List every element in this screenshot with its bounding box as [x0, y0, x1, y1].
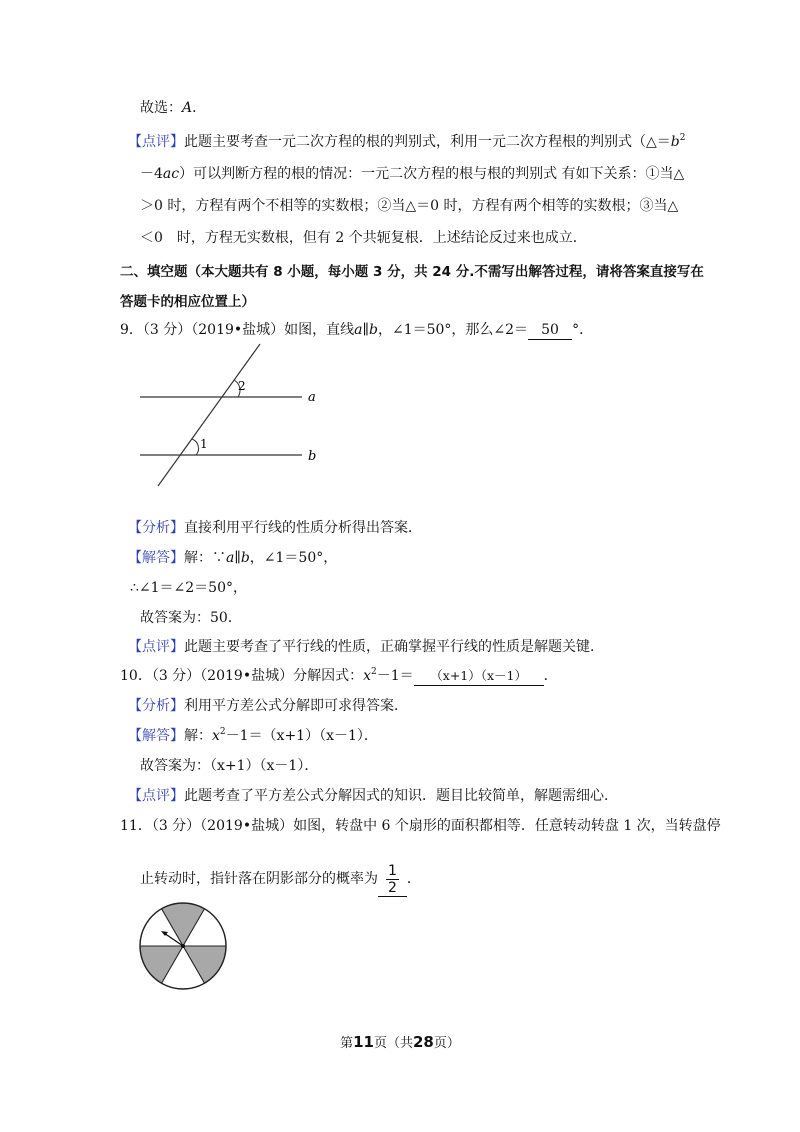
solution-tag: 【解答】: [128, 550, 184, 566]
q8-comment-b: b: [670, 134, 680, 150]
q8-comment-line1: [128, 132, 685, 152]
q10-answer-blank: （x+1）（x－1）: [414, 667, 544, 686]
q8-choice: [140, 98, 206, 118]
footer-page-number: 11: [353, 1033, 374, 1051]
q9-answer-blank: 50: [528, 321, 572, 340]
q9-solution-b: ，∠1＝50°，: [249, 550, 338, 566]
analysis-tag: 【分析】: [128, 698, 184, 714]
q11-stem-line2: [140, 862, 421, 897]
label-a: a: [308, 390, 316, 405]
q11-answer-fraction: [386, 863, 399, 896]
q10-comment: [128, 786, 618, 806]
q10-analysis: [128, 696, 408, 716]
q10-comment-text: 此题考查了平方差公式分解因式的知识．题目比较简单，解题需细心．: [184, 788, 618, 804]
q10-final: 故答案为：（x+1）（x－1）．: [140, 758, 319, 774]
label-b: b: [308, 449, 317, 464]
q11-number: 11．: [120, 818, 152, 834]
q8-choice-value: A: [182, 100, 193, 116]
fraction-numerator: 1: [388, 862, 397, 879]
q10-number: 10．: [120, 668, 152, 684]
footer-post: 页）: [433, 1036, 460, 1051]
q9-number: 9．: [120, 322, 143, 338]
q8-comment-t2c: ）可以判断方程的根的情况：一元二次方程的根与根的判别式 有如下关系：①当△: [179, 166, 685, 182]
q8-comment-t2b: ac: [162, 166, 180, 182]
q9-solution: [128, 548, 337, 568]
q10-analysis-text: 利用平方差公式分解即可求得答案．: [184, 698, 408, 714]
q10-sol-x: x: [212, 728, 220, 744]
q8-comment-line2: [140, 164, 684, 184]
q10-x: x: [363, 668, 371, 684]
q9-analysis: [128, 518, 422, 538]
parallel-lines-figure: [130, 340, 330, 490]
q11-stem-a: （3 分）（2019•盐城）如图，转盘中 6 个扇形的面积都相等．任意转动转盘 1 次，当转盘停: [151, 818, 721, 834]
angle1-label: 1: [200, 437, 208, 451]
q9-parallel: ∥: [362, 322, 369, 338]
section-heading-line1: 二、填空题（本大题共有 8 小题，每小题 3 分，共 24 分.不需写出解答过程，请将答案直接写在: [120, 264, 704, 280]
page-footer: [0, 1032, 800, 1051]
q8-choice-prefix: 故选：: [140, 100, 182, 116]
angle1-arc: [192, 439, 199, 455]
q8-comment-t2a: －4: [140, 166, 163, 182]
comment-tag: 【点评】: [128, 788, 184, 804]
comment-tag: 【点评】: [128, 134, 184, 150]
q10-solution-b: －1＝（x+1）（x－1）．: [225, 728, 378, 744]
q8-comment-line4: ＜0 时，方程无实数根，但有 2 个共轭复根．上述结论反过来也成立．: [140, 230, 587, 246]
q10-solution-a: 解：: [184, 728, 212, 744]
q9-stem-a: （3 分）（2019•盐城）如图，直线: [142, 322, 355, 338]
fraction-denominator: 2: [388, 879, 397, 896]
q9-final: 故答案为：50．: [140, 610, 242, 626]
q10-stem: [120, 666, 558, 686]
angle2-label: 2: [238, 379, 246, 393]
footer-pre: 第: [340, 1036, 354, 1051]
q8-comment-line3: ＞0 时，方程有两个不相等的实数根；②当△＝0 时，方程有两个相等的实数根；③当△: [140, 198, 679, 214]
q11-answer-blank: [378, 862, 407, 897]
q9-a: a: [354, 322, 363, 338]
q10-sol-sup: 2: [219, 727, 226, 737]
q9-analysis-text: 直接利用平行线的性质分析得出答案．: [184, 520, 422, 536]
q10-stem-b: －1＝: [376, 668, 414, 684]
q8-comment-text1: 此题主要考查一元二次方程的根的判别式，利用一元二次方程根的判别式（△＝: [184, 134, 671, 150]
q9-sol-a: a: [226, 550, 235, 566]
q11-stem-c: ．: [406, 871, 421, 887]
spinner-figure: [135, 898, 231, 994]
q10-stem-c: ．: [543, 668, 558, 684]
q8-choice-suffix: ．: [192, 100, 207, 116]
q8-comment-sup: 2: [679, 133, 686, 143]
q11-stem-b: 止转动时，指针落在阴影部分的概率为: [140, 871, 378, 887]
q11-stem-line1: [120, 816, 721, 836]
q9-sol-parallel: ∥: [234, 550, 241, 566]
q9-sol-b: b: [240, 550, 250, 566]
q9-stem-b: ，∠1＝50°，那么∠2＝: [377, 322, 529, 338]
solution-tag: 【解答】: [128, 728, 184, 744]
q9-therefore: ∴∠1＝∠2＝50°，: [130, 580, 247, 596]
section-heading-line2: 答题卡的相应位置上）: [120, 294, 255, 310]
footer-total-pages: 28: [413, 1033, 434, 1051]
q9-comment-text: 此题主要考查了平行线的性质，正确掌握平行线的性质是解题关键．: [184, 639, 604, 655]
footer-mid: 页（共: [373, 1036, 413, 1051]
q9-solution-a: 解：∵: [184, 550, 226, 566]
q9-comment: [128, 637, 604, 657]
q9-stem: [120, 320, 593, 340]
transversal-line: [158, 344, 260, 486]
q10-stem-a: （3 分）（2019•盐城）分解因式：: [151, 668, 364, 684]
spinner-center: [181, 944, 185, 948]
analysis-tag: 【分析】: [128, 520, 184, 536]
q10-sup: 2: [370, 667, 377, 677]
comment-tag: 【点评】: [128, 639, 184, 655]
q9-b: b: [369, 322, 378, 338]
q10-solution: [128, 726, 378, 746]
q9-stem-c: °．: [572, 322, 594, 338]
